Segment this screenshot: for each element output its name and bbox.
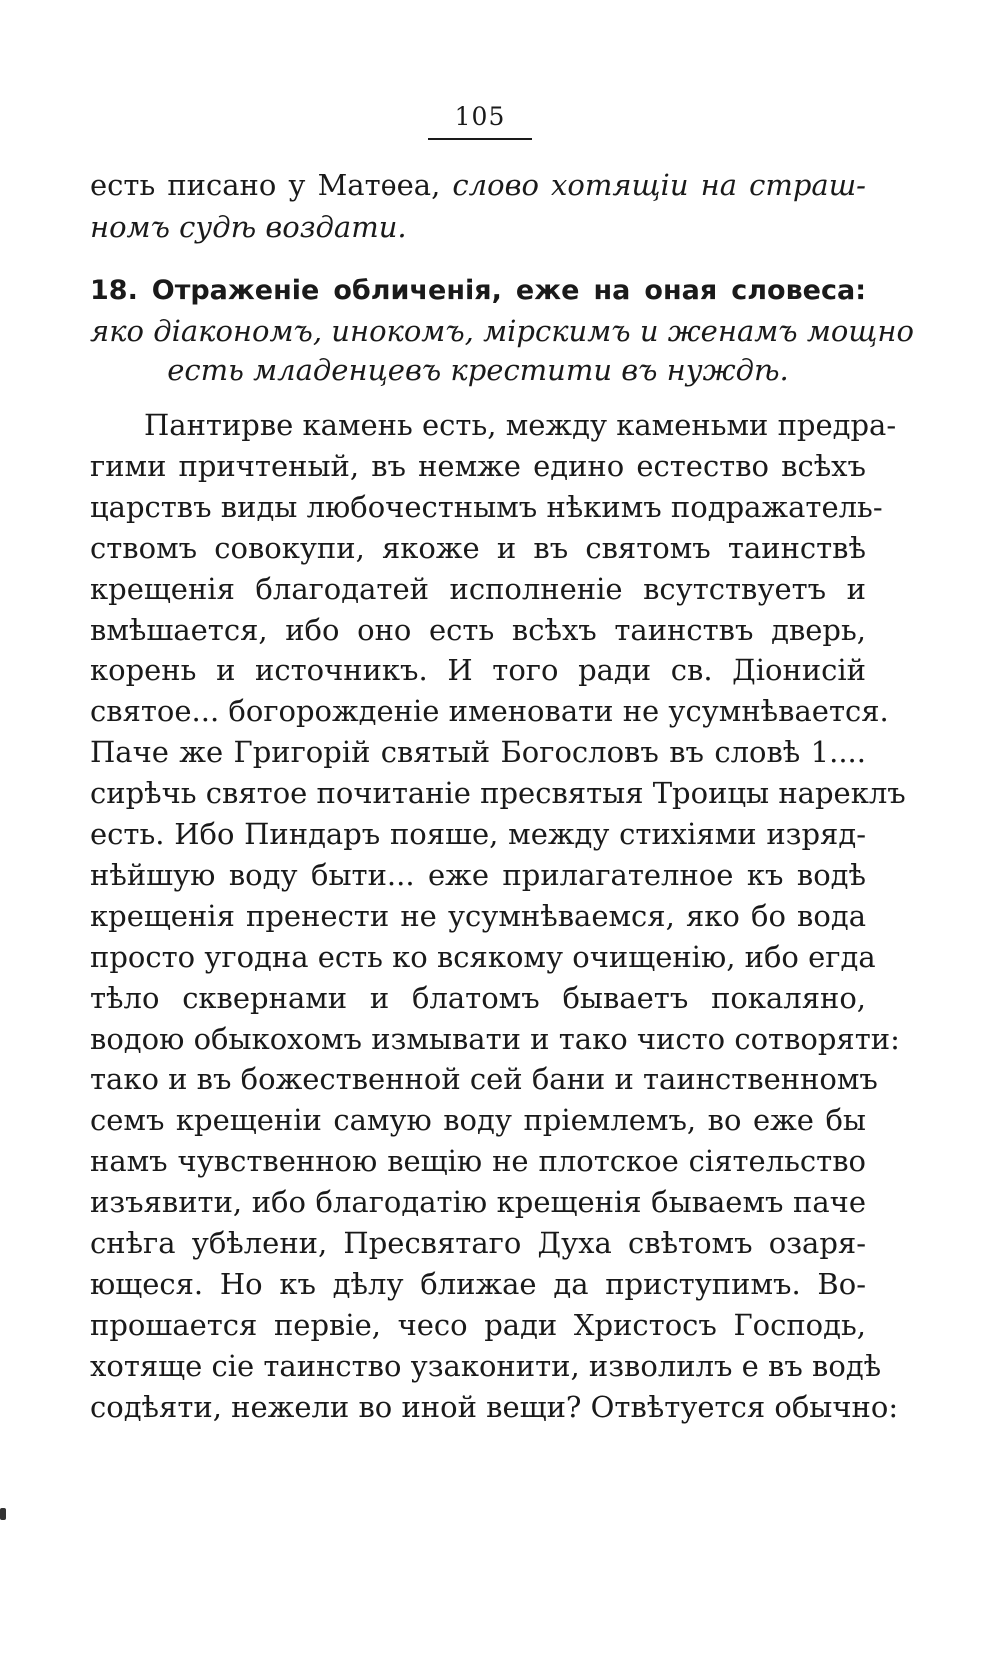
body-line: крещенія пренести не усумнѣваемся, яко бо вода — [90, 899, 866, 933]
body-line: тѣло сквернами и блатомъ бываетъ покаляно, — [90, 981, 866, 1015]
body-line: нѣйшую воду быти... еже прилагателное къ водѣ — [90, 858, 866, 892]
body-line: есть. Ибо Пиндаръ пояше, между стихіями изряд- — [90, 817, 866, 851]
body-line: крещенія благодатей исполненіе всутствуетъ и — [90, 572, 866, 606]
page-number-rule — [428, 138, 532, 140]
body-line: Пантирве камень есть, между каменьми предра- — [144, 408, 897, 442]
body-line: водою обыкохомъ измывати и тако чисто сотворяти: — [90, 1022, 900, 1056]
body-line: изъявити, ибо благодатію крещенія бываемъ паче — [90, 1185, 866, 1219]
body-line: семъ крещеніи самую воду пріемлемъ, во еже бы — [90, 1103, 866, 1137]
page-number: 105 — [454, 102, 506, 131]
section-subheading-line-2: есть младенцевъ крестити въ нуждѣ. — [167, 353, 789, 387]
section-number: 18. — [90, 275, 138, 306]
body-line: содѣяти, нежели во иной вещи? Отвѣтуется обычно: — [90, 1390, 899, 1424]
body-line: тако и въ божественной сей бани и таинственномъ — [90, 1062, 878, 1096]
body-line: ющеся. Но къ дѣлу ближае да приступимъ. Во- — [90, 1267, 866, 1301]
section-heading — [90, 268, 866, 310]
body-line: Паче же Григорій святый Богословъ въ словѣ 1.... — [90, 735, 866, 769]
section-heading-text: Отраженіе обличенія, еже на оная словеса: — [151, 275, 867, 306]
continuation-line-2: номъ судѣ воздати. — [90, 210, 407, 244]
body-line: намъ чувственною вещію не плотское сіятельство — [90, 1144, 866, 1178]
body-line: прошается первіе, чесо ради Христосъ Господь, — [90, 1308, 866, 1342]
body-line: сирѣчь святое почитаніе пресвятыя Троицы нареклъ — [90, 776, 906, 810]
scan-speck — [0, 1508, 6, 1520]
body-line: вмѣшается, ибо оно есть всѣхъ таинствъ дверь, — [90, 613, 866, 647]
continuation-line-1 — [90, 164, 866, 206]
body-line: царствъ виды любочестнымъ нѣкимъ подражатель- — [90, 490, 883, 524]
body-line: святое... богорожденіе именовати не усумнѣвается. — [90, 694, 889, 728]
continuation-italic: слово хотящіи на страш- — [452, 168, 866, 202]
section-subheading-line-1: яко діакономъ, инокомъ, мірскимъ и женамъ мощно — [90, 314, 914, 348]
body-line: корень и источникъ. И того ради св. Діонисій — [90, 653, 866, 687]
body-line: гими причтеный, въ немже едино естество всѣхъ — [90, 449, 866, 483]
body-line: хотяще сіе таинство узаконити, изволилъ е въ водѣ — [90, 1349, 882, 1383]
body-line: ствомъ совокупи, якоже и въ святомъ таинствѣ — [90, 531, 866, 565]
continuation-plain: есть писано у Матѳеа, — [90, 168, 453, 202]
body-line: просто угодна есть ко всякому очищенію, ибо егда — [90, 940, 876, 974]
body-line: снѣга убѣлени, Пресвятаго Духа свѣтомъ озаря- — [90, 1226, 866, 1260]
